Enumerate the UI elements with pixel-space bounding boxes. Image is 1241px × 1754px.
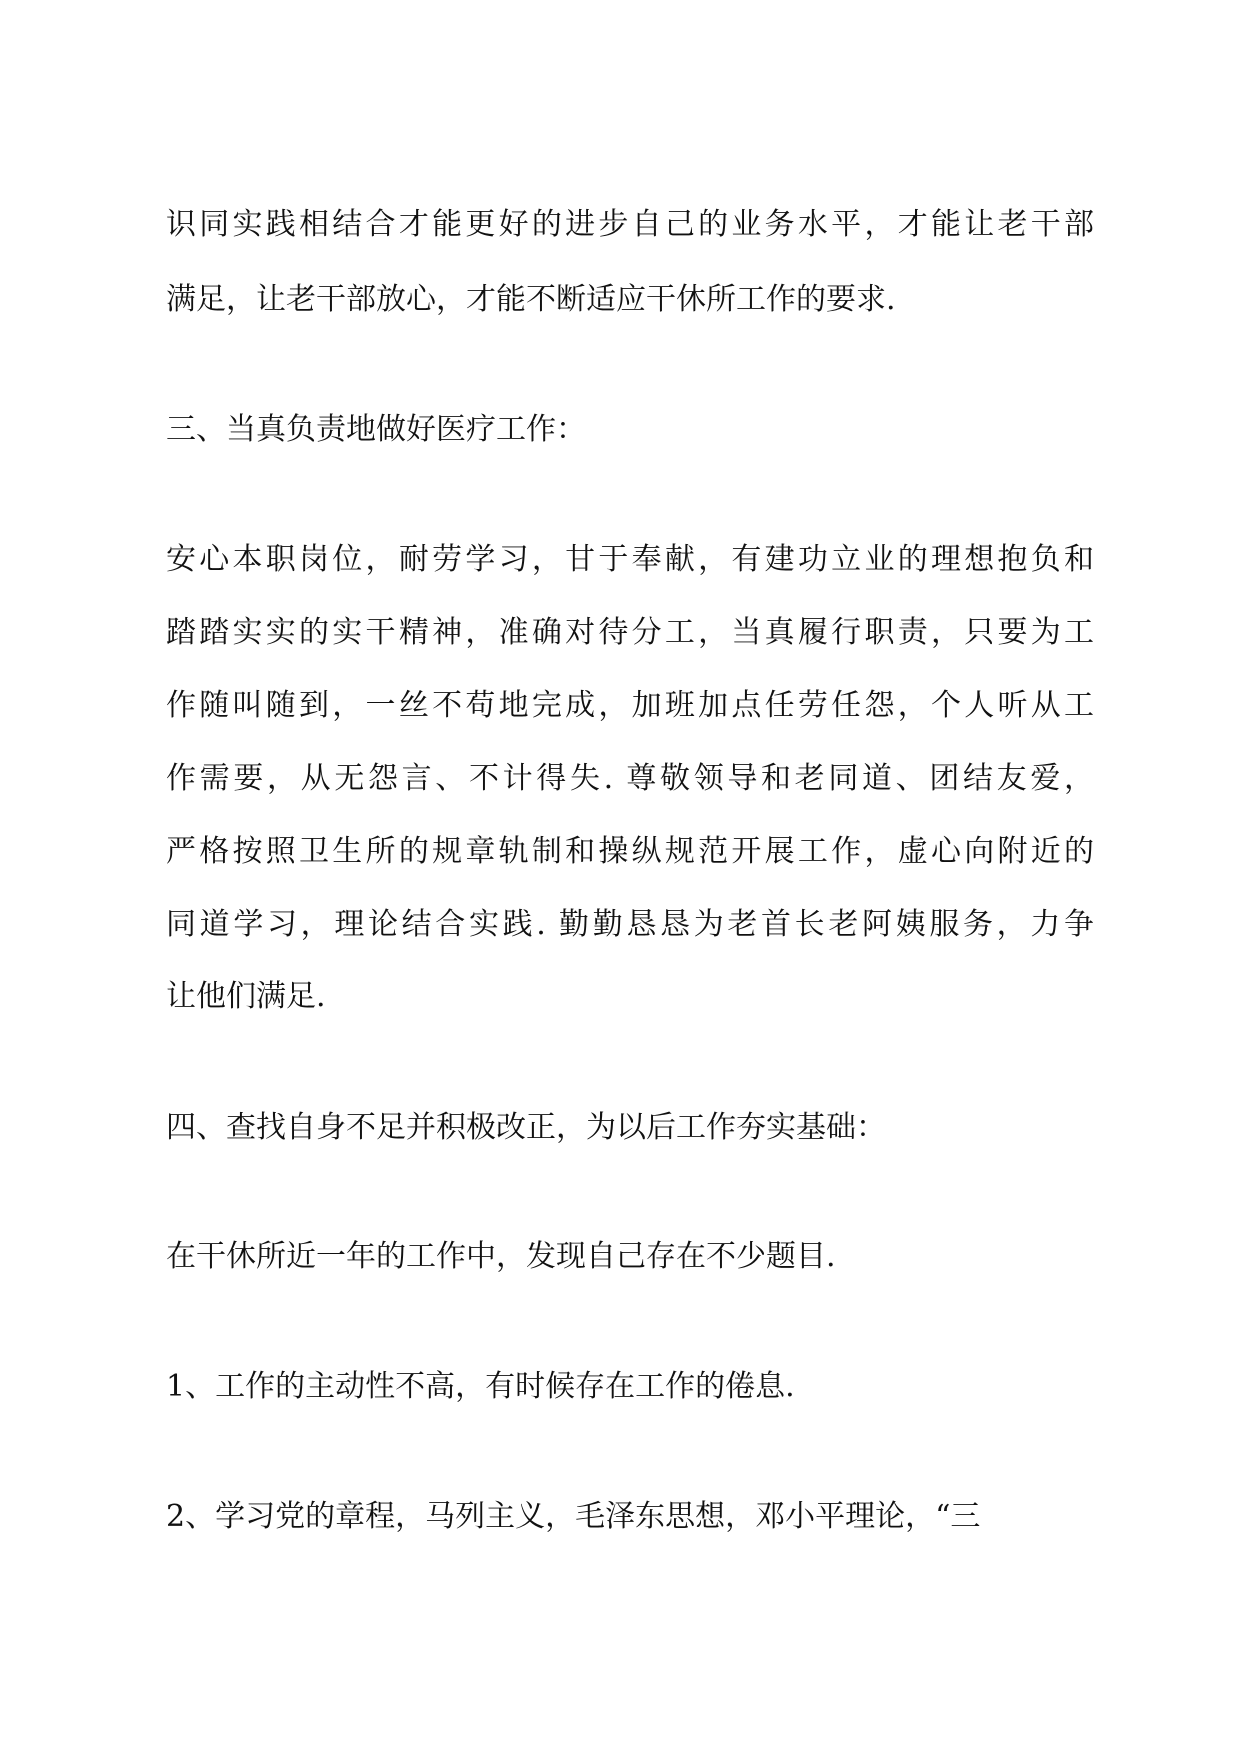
section-heading: 四、查找自身不足并积极改正，为以后工作夯实基础： <box>166 1110 886 1145</box>
paragraph-line: 让他们满足. <box>166 979 326 1014</box>
list-item: 1、工作的主动性不高，有时候存在工作的倦息. <box>166 1369 795 1404</box>
paragraph-line: 踏踏实实的实干精神，准确对待分工，当真履行职责，只要为工 <box>166 615 1094 650</box>
paragraph-line: 作随叫随到，一丝不苟地完成，加班加点任劳任怨，个人听从工 <box>166 688 1094 723</box>
paragraph-line: 安心本职岗位，耐劳学习，甘于奉献，有建功立业的理想抱负和 <box>166 542 1094 577</box>
list-item: 2、学习党的章程，马列主义，毛泽东思想，邓小平理论，“三 <box>166 1499 981 1534</box>
paragraph-line: 作需要，从无怨言、不计得失. 尊敬领导和老同道、团结友爱， <box>166 761 1094 796</box>
paragraph-line: 严格按照卫生所的规章轨制和操纵规范开展工作，虚心向附近的 <box>166 834 1094 869</box>
paragraph-line: 满足，让老干部放心，才能不断适应干休所工作的要求. <box>166 282 896 317</box>
paragraph-line: 在干休所近一年的工作中，发现自己存在不少题目. <box>166 1239 836 1274</box>
section-heading: 三、当真负责地做好医疗工作： <box>166 412 586 447</box>
paragraph-line: 识同实践相结合才能更好的进步自己的业务水平，才能让老干部 <box>166 207 1094 242</box>
paragraph-line: 同道学习，理论结合实践. 勤勤恳恳为老首长老阿姨服务，力争 <box>166 907 1094 942</box>
